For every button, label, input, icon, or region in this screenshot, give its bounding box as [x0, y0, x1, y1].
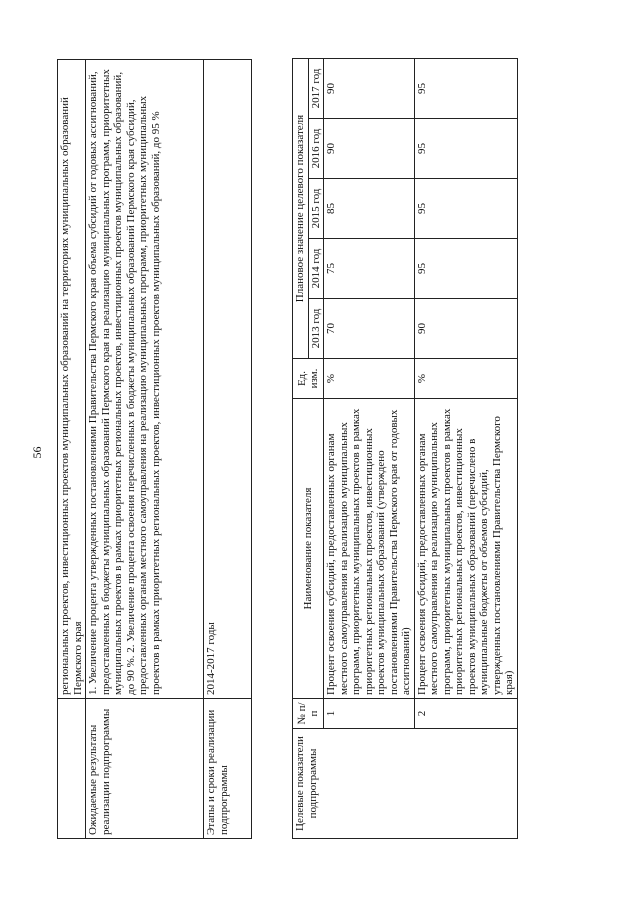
table-row	[324, 58, 415, 838]
stages-row	[204, 60, 252, 839]
value-cell: 95	[414, 58, 517, 118]
value-cell: 95	[414, 119, 517, 179]
expected-results-row	[86, 60, 204, 839]
value-cell: 95	[414, 179, 517, 239]
value-cell: 90	[324, 119, 415, 179]
header-row-1	[293, 58, 309, 838]
col-header-year: 2015 год	[308, 179, 324, 239]
row-num: 1	[324, 699, 415, 729]
value-cell: 95	[414, 239, 517, 299]
indicator-unit: %	[414, 359, 517, 399]
value-cell: 90	[414, 299, 517, 359]
col-header-year: 2016 год	[308, 119, 324, 179]
expected-results-label: Ожидаемые результаты реализации подпрограммы	[86, 699, 204, 839]
value-cell: 70	[324, 299, 415, 359]
col-header-num: № п/п	[293, 699, 324, 729]
value-cell: 85	[324, 179, 415, 239]
col-header-name: Наименование показателя	[293, 399, 324, 699]
continuation-label-cell	[58, 699, 86, 839]
stages-label: Этапы и сроки реализации подпрограммы	[204, 699, 252, 839]
indicator-unit: %	[324, 359, 415, 399]
expected-results-text: 1. Увеличение процента утвержденных постановлениями Правительства Пермского края объема субсидий от годовых ассигнований, предоставленных в бюджеты муниципальных образований Пермского края на реализацию муниципальных программ, приоритетных муниципальных проектов в рамках приоритетных региональных проектов, инвестиционных проектов муниципальных образований, до 90 %. 2. Увеличение процента освоения перечисленных в бюджеты муниципальных образований Пермского края субсидий, предоставленных органам местного самоуправления на реализацию муниципальных программ, приоритетных муниципальных проектов в рамках приоритетных региональных проектов, инвестиционных проектов муниципальных образований, до 95 %	[86, 60, 204, 699]
row-num: 2	[414, 699, 517, 729]
indicator-name: Процент освоения субсидий, предоставленных органам местного самоуправления на реализацию муниципальных программ, приоритетных муниципальных проектов в рамках приоритетных региональных проектов, инвестиционных проектов муниципальных образований (утверждено постановлениями Правительства Пермского края от годовых ассигнований)	[324, 399, 415, 699]
side-label: Целевые показатели подпрограммы	[293, 729, 518, 839]
subprogram-passport-table	[57, 59, 252, 839]
col-header-year: 2017 год	[308, 58, 324, 118]
col-header-unit: Ед. изм.	[293, 359, 324, 399]
table-row	[414, 58, 517, 838]
col-header-year: 2013 год	[308, 299, 324, 359]
value-cell: 75	[324, 239, 415, 299]
value-cell: 90	[324, 58, 415, 118]
col-header-year: 2014 год	[308, 239, 324, 299]
stages-text: 2014-2017 годы	[204, 60, 252, 699]
col-header-planned: Плановое значение целевого показателя	[293, 58, 309, 358]
page-number: 56	[30, 446, 44, 459]
continuation-text: региональных проектов, инвестиционных проектов муниципальных образований на территориях муниципальных образований Пермского края	[58, 60, 86, 699]
indicator-name: Процент освоения субсидий, предоставленных органам местного самоуправления на реализацию муниципальных программ, приоритетных муниципальных проектов в рамках приоритетных региональных проектов, инвестиционных проектов муниципальных образований (перечислено в муниципальные бюджеты от объемов субсидий, утвержденных постановлениями Правительства Пермского края)	[414, 399, 517, 699]
target-indicators-table	[292, 58, 518, 839]
continuation-row	[58, 60, 86, 839]
